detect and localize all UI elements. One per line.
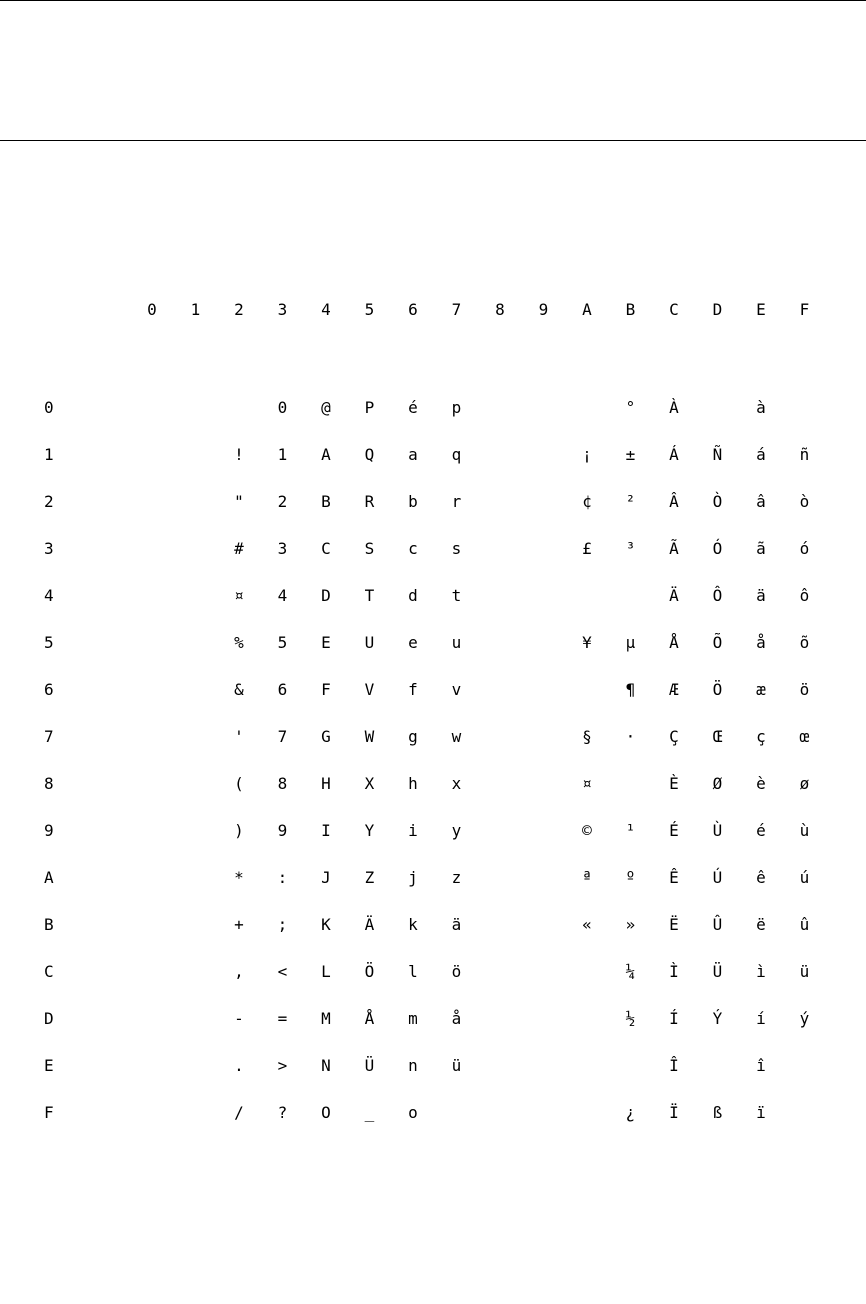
row-header-A: A xyxy=(44,868,54,887)
char-cell-37: 7 xyxy=(277,727,288,746)
char-cell-DC: Ü xyxy=(712,962,723,981)
char-cell-73: s xyxy=(451,539,462,558)
char-cell-E8: è xyxy=(756,774,766,793)
column-header-E: E xyxy=(756,300,766,319)
char-cell-47: G xyxy=(321,727,331,746)
char-cell-D1: Ñ xyxy=(712,445,723,464)
char-cell-D3: Ó xyxy=(712,539,723,558)
char-cell-46: F xyxy=(321,680,331,699)
char-cell-F2: ò xyxy=(799,492,810,511)
char-cell-65: e xyxy=(408,633,418,652)
char-cell-E5: å xyxy=(756,633,766,652)
char-cell-4E: N xyxy=(321,1056,331,1075)
char-cell-3B: ; xyxy=(277,915,288,934)
row-header-6: 6 xyxy=(44,680,54,699)
char-cell-52: R xyxy=(364,492,375,511)
row-header-1: 1 xyxy=(44,445,54,464)
char-cell-56: V xyxy=(364,680,375,699)
column-header-4: 4 xyxy=(321,300,331,319)
char-cell-7B: ä xyxy=(451,915,462,934)
char-cell-CB: Ë xyxy=(669,915,679,934)
char-cell-3E: > xyxy=(277,1056,288,1075)
char-cell-2B: + xyxy=(234,915,244,934)
char-cell-F9: ù xyxy=(799,821,810,840)
char-cell-60: é xyxy=(408,398,418,417)
char-cell-7E: ü xyxy=(451,1056,462,1075)
row-header-E: E xyxy=(44,1056,54,1075)
char-cell-70: p xyxy=(451,398,462,417)
char-cell-A1: ¡ xyxy=(582,445,592,464)
char-cell-C8: È xyxy=(669,774,679,793)
char-cell-3F: ? xyxy=(277,1103,288,1122)
char-cell-DD: Ý xyxy=(712,1009,723,1028)
char-cell-C9: É xyxy=(669,821,679,840)
char-cell-D8: Ø xyxy=(712,774,723,793)
char-cell-50: P xyxy=(364,398,375,417)
char-cell-51: Q xyxy=(364,445,375,464)
char-cell-ED: í xyxy=(756,1009,766,1028)
char-cell-78: x xyxy=(451,774,462,793)
char-cell-BC: ¼ xyxy=(625,962,636,981)
column-header-8: 8 xyxy=(495,300,505,319)
char-cell-5B: Ä xyxy=(364,915,375,934)
char-cell-A9: © xyxy=(582,821,592,840)
char-cell-2D: - xyxy=(234,1009,244,1028)
char-cell-C4: Ä xyxy=(669,586,679,605)
row-header-0: 0 xyxy=(44,398,54,417)
char-cell-FD: ý xyxy=(799,1009,810,1028)
char-cell-36: 6 xyxy=(277,680,288,699)
column-header-A: A xyxy=(582,300,592,319)
row-header-9: 9 xyxy=(44,821,54,840)
char-cell-25: % xyxy=(234,633,244,652)
char-cell-F3: ó xyxy=(799,539,810,558)
char-cell-A2: ¢ xyxy=(582,492,592,511)
char-cell-CE: Î xyxy=(669,1056,679,1075)
row-header-4: 4 xyxy=(44,586,54,605)
char-cell-6D: m xyxy=(408,1009,418,1028)
char-cell-BD: ½ xyxy=(625,1009,636,1028)
char-cell-FA: ú xyxy=(799,868,810,887)
char-cell-BF: ¿ xyxy=(625,1103,636,1122)
char-cell-2A: * xyxy=(234,868,244,887)
char-cell-64: d xyxy=(408,586,418,605)
char-cell-E1: á xyxy=(756,445,766,464)
char-cell-B3: ³ xyxy=(625,539,636,558)
char-cell-34: 4 xyxy=(277,586,288,605)
char-cell-61: a xyxy=(408,445,418,464)
char-cell-41: A xyxy=(321,445,331,464)
char-cell-21: ! xyxy=(234,445,244,464)
char-cell-2E: . xyxy=(234,1056,244,1075)
column-header-D: D xyxy=(712,300,723,319)
char-cell-5A: Z xyxy=(364,868,375,887)
char-cell-6E: n xyxy=(408,1056,418,1075)
row-header-D: D xyxy=(44,1009,54,1028)
char-cell-DB: Û xyxy=(712,915,723,934)
char-cell-6B: k xyxy=(408,915,418,934)
char-cell-5C: Ö xyxy=(364,962,375,981)
char-cell-EF: ï xyxy=(756,1103,766,1122)
char-cell-CF: Ï xyxy=(669,1103,679,1122)
char-cell-26: & xyxy=(234,680,244,699)
row-header-5: 5 xyxy=(44,633,54,652)
char-cell-3D: = xyxy=(277,1009,288,1028)
char-cell-A7: § xyxy=(582,727,592,746)
char-cell-77: w xyxy=(451,727,462,746)
char-cell-D4: Ô xyxy=(712,586,723,605)
char-cell-F7: œ xyxy=(799,727,810,746)
char-cell-F1: ñ xyxy=(799,445,810,464)
char-cell-EA: ê xyxy=(756,868,766,887)
char-cell-F5: õ xyxy=(799,633,810,652)
row-header-F: F xyxy=(44,1103,54,1122)
char-cell-76: v xyxy=(451,680,462,699)
char-cell-C6: Æ xyxy=(669,680,679,699)
column-header-7: 7 xyxy=(451,300,462,319)
char-cell-C0: À xyxy=(669,398,679,417)
char-cell-7A: z xyxy=(451,868,462,887)
column-header-6: 6 xyxy=(408,300,418,319)
char-cell-40: @ xyxy=(321,398,331,417)
char-cell-4C: L xyxy=(321,962,331,981)
char-cell-DF: ß xyxy=(712,1103,723,1122)
char-cell-FC: ü xyxy=(799,962,810,981)
char-cell-B2: ² xyxy=(625,492,636,511)
char-cell-FB: û xyxy=(799,915,810,934)
char-cell-5D: Å xyxy=(364,1009,375,1028)
char-cell-D2: Ò xyxy=(712,492,723,511)
column-header-C: C xyxy=(669,300,679,319)
char-cell-F8: ø xyxy=(799,774,810,793)
char-cell-68: h xyxy=(408,774,418,793)
char-cell-B7: · xyxy=(625,727,636,746)
char-cell-4B: K xyxy=(321,915,331,934)
char-cell-58: X xyxy=(364,774,375,793)
char-cell-72: r xyxy=(451,492,462,511)
char-cell-23: # xyxy=(234,539,244,558)
char-cell-CD: Í xyxy=(669,1009,679,1028)
char-cell-57: W xyxy=(364,727,375,746)
char-cell-4D: M xyxy=(321,1009,331,1028)
char-cell-CC: Ì xyxy=(669,962,679,981)
column-header-F: F xyxy=(799,300,810,319)
char-cell-67: g xyxy=(408,727,418,746)
column-header-9: 9 xyxy=(538,300,549,319)
column-header-5: 5 xyxy=(364,300,375,319)
char-cell-7D: å xyxy=(451,1009,462,1028)
char-cell-59: Y xyxy=(364,821,375,840)
char-cell-E3: ã xyxy=(756,539,766,558)
char-cell-E4: ä xyxy=(756,586,766,605)
char-cell-48: H xyxy=(321,774,331,793)
char-cell-30: 0 xyxy=(277,398,288,417)
char-cell-29: ) xyxy=(234,821,244,840)
char-cell-CA: Ê xyxy=(669,868,679,887)
char-cell-E6: æ xyxy=(756,680,766,699)
char-cell-C1: Á xyxy=(669,445,679,464)
row-header-C: C xyxy=(44,962,54,981)
char-cell-E0: à xyxy=(756,398,766,417)
char-cell-2F: / xyxy=(234,1103,244,1122)
row-header-2: 2 xyxy=(44,492,54,511)
char-cell-4A: J xyxy=(321,868,331,887)
column-header-2: 2 xyxy=(234,300,244,319)
char-cell-A8: ¤ xyxy=(582,774,592,793)
char-cell-E7: ç xyxy=(756,727,766,746)
char-cell-3A: : xyxy=(277,868,288,887)
char-cell-5E: Ü xyxy=(364,1056,375,1075)
char-cell-B6: ¶ xyxy=(625,680,636,699)
char-cell-79: y xyxy=(451,821,462,840)
char-cell-C2: Â xyxy=(669,492,679,511)
char-cell-44: D xyxy=(321,586,331,605)
char-cell-71: q xyxy=(451,445,462,464)
char-cell-EB: ë xyxy=(756,915,766,934)
char-cell-75: u xyxy=(451,633,462,652)
char-cell-6C: l xyxy=(408,962,418,981)
char-cell-AA: ª xyxy=(582,868,592,887)
char-cell-C7: Ç xyxy=(669,727,679,746)
char-cell-C5: Å xyxy=(669,633,679,652)
char-cell-B5: µ xyxy=(625,633,636,652)
char-cell-E9: é xyxy=(756,821,766,840)
char-cell-5F: _ xyxy=(364,1103,375,1122)
char-cell-D5: Õ xyxy=(712,633,723,652)
row-header-7: 7 xyxy=(44,727,54,746)
char-cell-24: ¤ xyxy=(234,586,244,605)
char-cell-7C: ö xyxy=(451,962,462,981)
char-cell-B0: ° xyxy=(625,398,636,417)
char-cell-F6: ö xyxy=(799,680,810,699)
char-cell-6F: o xyxy=(408,1103,418,1122)
column-header-B: B xyxy=(625,300,636,319)
char-cell-54: T xyxy=(364,586,375,605)
char-cell-35: 5 xyxy=(277,633,288,652)
char-cell-66: f xyxy=(408,680,418,699)
char-cell-33: 3 xyxy=(277,539,288,558)
char-cell-D6: Ö xyxy=(712,680,723,699)
char-cell-53: S xyxy=(364,539,375,558)
char-cell-E2: â xyxy=(756,492,766,511)
char-cell-BB: » xyxy=(625,915,636,934)
char-cell-DA: Ú xyxy=(712,868,723,887)
char-cell-22: " xyxy=(234,492,244,511)
char-cell-3C: < xyxy=(277,962,288,981)
char-cell-28: ( xyxy=(234,774,244,793)
char-cell-EE: î xyxy=(756,1056,766,1075)
column-header-0: 0 xyxy=(147,300,157,319)
char-cell-A3: £ xyxy=(582,539,592,558)
char-cell-2C: , xyxy=(234,962,244,981)
char-cell-31: 1 xyxy=(277,445,288,464)
char-cell-27: ' xyxy=(234,727,244,746)
char-cell-55: U xyxy=(364,633,375,652)
column-header-1: 1 xyxy=(190,300,201,319)
char-cell-63: c xyxy=(408,539,418,558)
char-cell-B9: ¹ xyxy=(625,821,636,840)
char-cell-A5: ¥ xyxy=(582,633,592,652)
char-cell-39: 9 xyxy=(277,821,288,840)
char-cell-32: 2 xyxy=(277,492,288,511)
char-cell-C3: Ã xyxy=(669,539,679,558)
row-header-8: 8 xyxy=(44,774,54,793)
char-cell-D9: Ù xyxy=(712,821,723,840)
row-header-3: 3 xyxy=(44,539,54,558)
char-cell-69: i xyxy=(408,821,418,840)
char-cell-6A: j xyxy=(408,868,418,887)
char-cell-EC: ì xyxy=(756,962,766,981)
char-cell-F4: ô xyxy=(799,586,810,605)
char-cell-74: t xyxy=(451,586,462,605)
char-cell-42: B xyxy=(321,492,331,511)
char-cell-BA: º xyxy=(625,868,636,887)
char-cell-B1: ± xyxy=(625,445,636,464)
char-cell-43: C xyxy=(321,539,331,558)
char-cell-38: 8 xyxy=(277,774,288,793)
column-header-3: 3 xyxy=(277,300,288,319)
char-cell-AB: « xyxy=(582,915,592,934)
row-header-B: B xyxy=(44,915,54,934)
char-cell-49: I xyxy=(321,821,331,840)
char-cell-45: E xyxy=(321,633,331,652)
char-cell-62: b xyxy=(408,492,418,511)
char-cell-4F: O xyxy=(321,1103,331,1122)
char-cell-D7: Œ xyxy=(712,727,723,746)
